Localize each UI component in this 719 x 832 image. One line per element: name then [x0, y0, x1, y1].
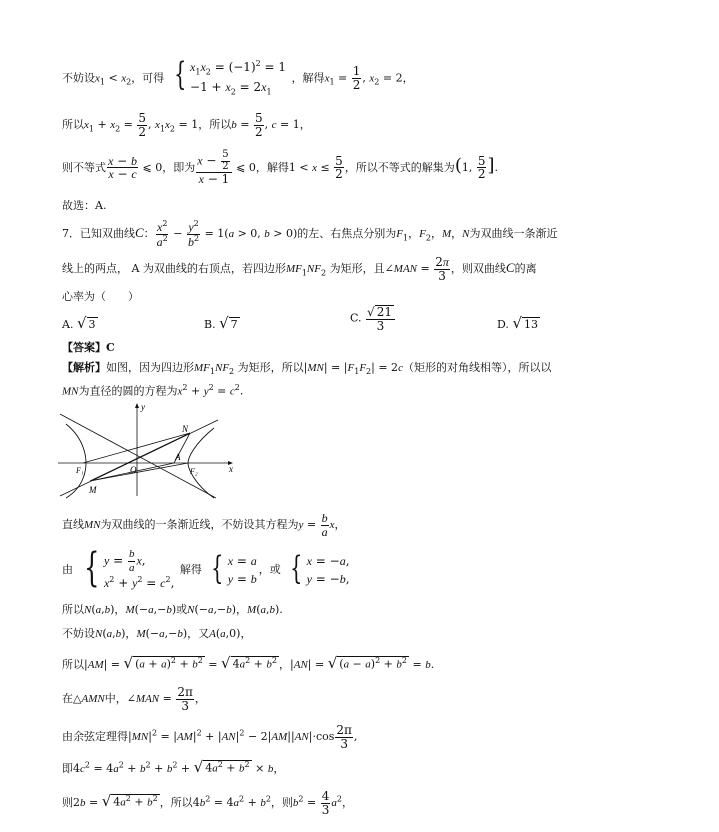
label-n: N	[182, 424, 189, 434]
option-d: D. √ 13	[497, 314, 538, 332]
question-7-line-2: 线上的两点， A 为双曲线的右顶点，若四边形$MF_1NF_2$ 为矩形，且∠MAN = $\frac{2\pi}{3}$ ，则双曲线C的离	[62, 255, 537, 283]
label-x: x	[229, 464, 233, 474]
solution-line-1: 直线MN为双曲线的一条渐近线，不妨设其方程为y = $\frac{b}{a}$ x，	[62, 511, 346, 539]
system-brace: { $x_1x_2 = (-1)^2 = 1$ $-1 + x_2 = 2x_1$	[173, 55, 287, 97]
solution-line-2: 由 { y = $\frac{b}{a}$ x, $x^2 + y^2 = c^2$, 解得 { x = a y = b ，或 { x = −a, y = −b,	[62, 545, 350, 591]
label-f1: F₁	[76, 466, 84, 475]
text-line-2: 所以$x_1 + x_2$ = $\frac{5}{2}$ , $x_1x_2 = 1$，所以b = $\frac{5}{2}$ , c = 1，	[62, 111, 311, 139]
label-m: M	[89, 485, 97, 495]
analysis-line-2: MN为直径的圆的方程为$x^2 + y^2 = c^2$.	[62, 383, 244, 398]
label-a: A	[175, 452, 181, 462]
option-b: B. √ 7	[204, 314, 238, 332]
label-o: O	[130, 465, 137, 475]
asymptote-1	[60, 414, 216, 498]
option-a: A. √ 3	[62, 314, 96, 332]
solution-line-3: 所以N(a,b)，M(−a,−b)或N(−a,−b)，M(a,b).	[62, 603, 283, 616]
question-7-line-1: 7．已知双曲线C： $\frac{x^2}{a^2}$ − $\frac{y^2}{b^2}$ = 1(a > 0, b > 0)的左、右焦点分别为$F_1$，$F_2$，M，N为双曲线一条渐近	[62, 219, 558, 249]
hyperbola-left-branch	[66, 424, 86, 498]
text-line-1: 不妨设$x_1 < x_2$，可得 { $x_1x_2 = (-1)^2 = 1$ $-1 + x_2 = 2x_1$ ，解得$x_1$ = $\frac{1}{2}$ , $x_2 = 2$，	[62, 55, 414, 97]
y-axis-arrow	[135, 403, 139, 408]
option-c: C. $\frac{√ 21}{3}$	[350, 305, 396, 332]
solution-line-4: 不妨设N(a,b)，M(−a,−b)，又A(a,0)，	[62, 627, 252, 640]
solution-line-6: 在△AMN中，∠MAN = $\frac{2\pi}{3}$ ，	[62, 685, 206, 713]
analysis-line-1: 【解析】如图，因为四边形$MF_1NF_2$ 为矩形，所以$|MN| = |F_1F_2| = 2c$（矩形的对角线相等），所以以	[62, 361, 552, 377]
label-f2: F₂	[190, 467, 198, 476]
answer-line: 【答案】C	[62, 341, 115, 354]
asymptote-2	[60, 420, 218, 496]
text-line-3: 则不等式 $\frac{x - b}{x - c}$ ⩽ 0，即为 x − $\frac{5}{2}$ x − 1 ⩽ 0，解得1 < x ≤ $\frac{5}{2}$ ，所以不等式的解集为(1, $\frac{5}{2}$ ].	[62, 149, 499, 186]
solution-line-7: 由余弦定理得$|MN|^2 = |AM|^2 + |AN|^2 - 2|AM||AN|\cdot\cos$ $\frac{2\pi}{3}$ ,	[62, 723, 358, 751]
label-y: y	[141, 402, 145, 412]
question-7-line-3: 心率为（ ）	[62, 290, 139, 303]
segment-mf2	[90, 463, 188, 481]
text-line-4: 故选：A.	[62, 199, 107, 212]
solution-line-9: 则2b = √ $4a^2 + b^2$ ，所以$4b^2 = 4a^2 + b^2$，则$b^2$ = $\frac{4}{3}$ $a^2$，	[62, 789, 353, 817]
hyperbola-figure	[56, 400, 238, 500]
solution-line-8: 即$4c^2 = 4a^2 + b^2 + b^2$ + √ $4a^2 + b^2 \times b$，	[62, 758, 285, 776]
solution-line-5: 所以|AM| = √ $(a + a)^2 + b^2$ = √ $4a^2 + b^2$ ，|AN| = √ $(a - a)^2 + b^2 = b$.	[62, 654, 435, 672]
